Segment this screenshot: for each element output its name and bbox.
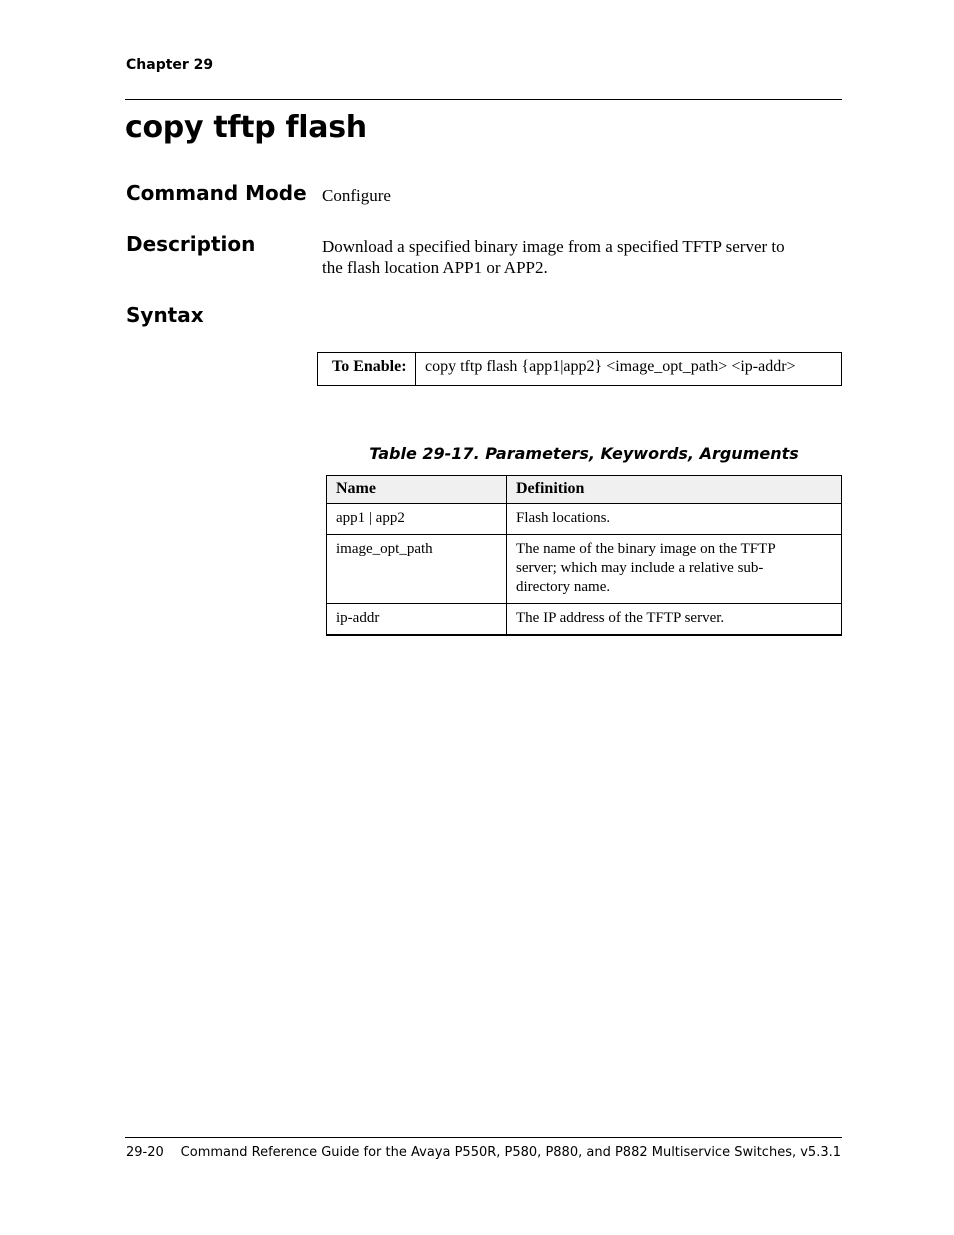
footer-divider	[125, 1137, 842, 1138]
syntax-command: copy tftp flash {app1|app2} <image_opt_path> <ip-addr>	[425, 358, 796, 375]
description-line: Download a specified binary image from a specified TFTP server to	[322, 237, 785, 256]
param-definition: Flash locations.	[507, 504, 842, 535]
syntax-heading: Syntax	[126, 303, 204, 327]
header-divider	[125, 99, 842, 100]
page-title: copy tftp flash	[125, 110, 367, 145]
param-definition	[507, 535, 842, 604]
param-name: image_opt_path	[327, 535, 507, 604]
table-caption: Table 29-17. Parameters, Keywords, Arguments	[369, 444, 799, 463]
footer-document-title: Command Reference Guide for the Avaya P550R, P580, P880, and P882 Multiservice Switches, v5.3.1	[180, 1145, 841, 1160]
column-header-definition: Definition	[507, 476, 842, 504]
description-line: the flash location APP1 or APP2.	[322, 258, 548, 277]
definition-line: The name of the binary image on the TFTP	[516, 541, 776, 557]
command-mode-heading: Command Mode	[126, 181, 307, 205]
param-name: app1 | app2	[327, 504, 507, 535]
column-header-name: Name	[327, 476, 507, 504]
table-row	[327, 535, 842, 604]
description-heading: Description	[126, 232, 256, 256]
syntax-box	[317, 352, 842, 386]
param-name: ip-addr	[327, 604, 507, 636]
definition-line: server; which may include a relative sub-	[516, 560, 764, 576]
parameters-table	[326, 475, 842, 636]
table-row	[327, 504, 842, 535]
chapter-label: Chapter 29	[126, 57, 214, 73]
footer-page-number: 29-20	[126, 1145, 164, 1160]
command-mode-value: Configure	[322, 186, 391, 205]
table-row	[327, 604, 842, 636]
param-definition: The IP address of the TFTP server.	[507, 604, 842, 636]
syntax-label: To Enable:	[318, 353, 416, 385]
definition-line: directory name.	[516, 579, 611, 595]
table-header-row	[327, 476, 842, 504]
description-text	[322, 236, 842, 278]
